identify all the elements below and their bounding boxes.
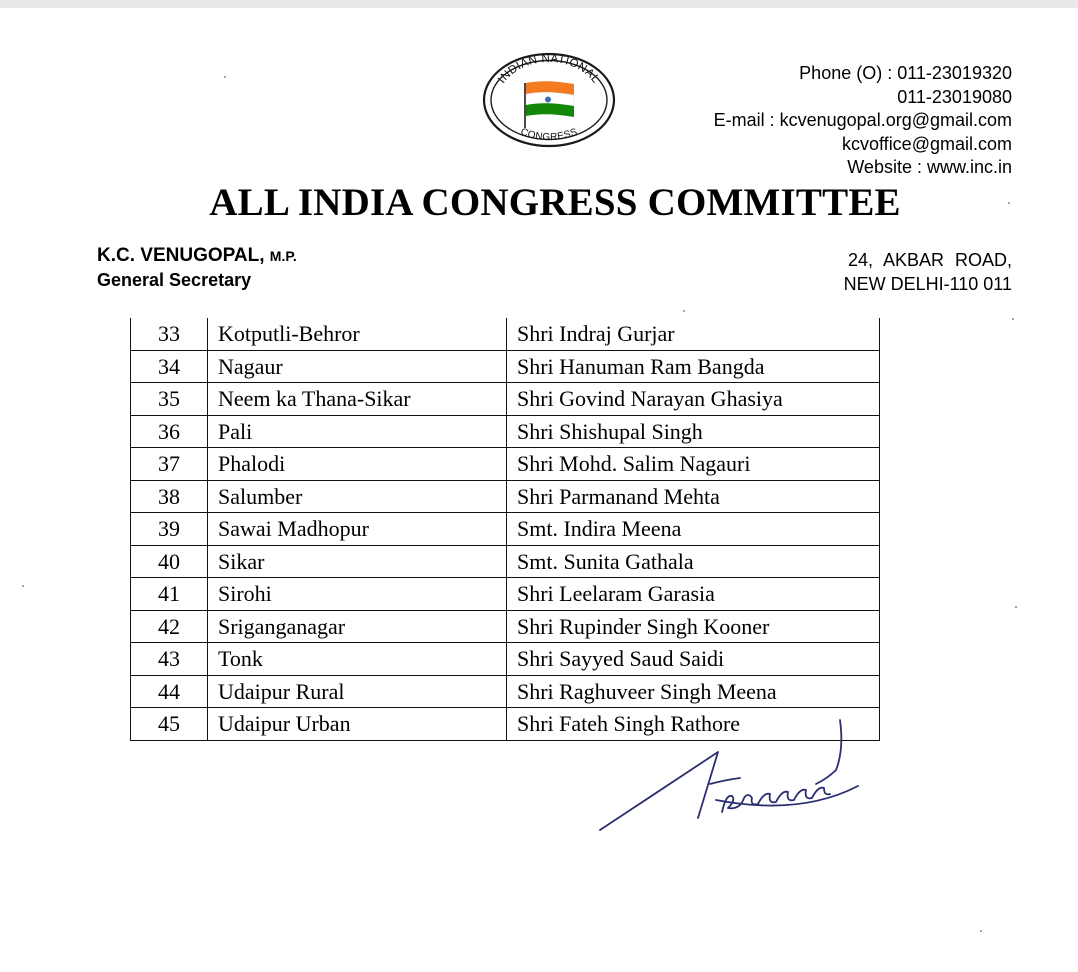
row-number: 41 [131,578,208,611]
phone-secondary: 011-23019080 [897,86,1012,107]
appointee-cell: Shri Govind Narayan Ghasiya [507,383,880,416]
district-cell: Sirohi [208,578,507,611]
appointee-cell: Shri Leelaram Garasia [507,578,880,611]
appointee-cell: Shri Sayyed Saud Saidi [507,643,880,676]
row-number: 40 [131,545,208,578]
scan-speck [1008,202,1010,204]
scan-speck [224,76,226,78]
table-body [131,318,880,740]
district-cell: Sawai Madhopur [208,513,507,546]
table-row [131,545,880,578]
sender-name-line [97,244,297,268]
appointee-cell: Shri Indraj Gurjar [507,318,880,350]
district-cell: Sikar [208,545,507,578]
table-row [131,643,880,676]
sender-suffix: M.P. [269,248,297,264]
appointee-cell: Shri Rupinder Singh Kooner [507,610,880,643]
address-line-2: NEW DELHI-110 011 [843,274,1012,294]
congress-logo [480,50,618,150]
appointee-cell: Shri Shishupal Singh [507,415,880,448]
district-cell: Udaipur Urban [208,708,507,741]
district-cell: Pali [208,415,507,448]
table-row [131,415,880,448]
address-line-1: 24, AKBAR ROAD, [847,250,1012,270]
row-number: 34 [131,350,208,383]
row-number: 36 [131,415,208,448]
appointee-cell: Shri Mohd. Salim Nagauri [507,448,880,481]
district-cell: Udaipur Rural [208,675,507,708]
table-row [131,480,880,513]
table-row [131,318,880,350]
appointee-cell: Shri Parmanand Mehta [507,480,880,513]
table-row [131,578,880,611]
appointee-cell: Shri Fateh Singh Rathore [507,708,880,741]
row-number: 35 [131,383,208,416]
district-cell: Phalodi [208,448,507,481]
office-address [844,248,1012,296]
logo-text-bottom: CONGRESS [518,126,580,144]
contact-block [714,62,1012,180]
scan-speck [980,930,982,932]
appointment-table [130,318,880,741]
row-number: 45 [131,708,208,741]
row-number: 37 [131,448,208,481]
top-scan-edge [0,0,1078,8]
logo-text-top: INDIAN NATIONAL [496,52,602,86]
table-row [131,383,880,416]
appointee-cell: Smt. Indira Meena [507,513,880,546]
district-cell: Neem ka Thana-Sikar [208,383,507,416]
appointee-cell: Shri Hanuman Ram Bangda [507,350,880,383]
email-primary: E-mail : kcvenugopal.org@gmail.com [713,110,1012,130]
appointee-cell: Smt. Sunita Gathala [507,545,880,578]
scan-speck [683,310,685,312]
row-number: 42 [131,610,208,643]
email-secondary: kcvoffice@gmail.com [842,133,1012,154]
row-number: 33 [131,318,208,350]
district-cell: Salumber [208,480,507,513]
district-cell: Nagaur [208,350,507,383]
letterhead-title: ALL INDIA CONGRESS COMMITTEE [209,181,901,224]
website: Website : www.inc.in [847,157,1012,177]
scan-speck [22,585,24,587]
row-number: 38 [131,480,208,513]
sender-block [97,244,297,292]
scan-speck [1015,606,1017,608]
district-cell: Tonk [208,643,507,676]
table-row [131,350,880,383]
table-row [131,610,880,643]
row-number: 44 [131,675,208,708]
sender-name: K.C. VENUGOPAL, [97,245,265,266]
row-number: 39 [131,513,208,546]
row-number: 43 [131,643,208,676]
scan-speck [1012,318,1014,320]
sender-role: General Secretary [97,270,252,290]
signature [590,700,870,850]
district-cell: Sriganganagar [208,610,507,643]
table-row [131,448,880,481]
appointee-cell: Shri Raghuveer Singh Meena [507,675,880,708]
phone-primary: Phone (O) : 011-23019320 [799,63,1012,83]
district-cell: Kotputli-Behror [208,318,507,350]
table-row [131,513,880,546]
